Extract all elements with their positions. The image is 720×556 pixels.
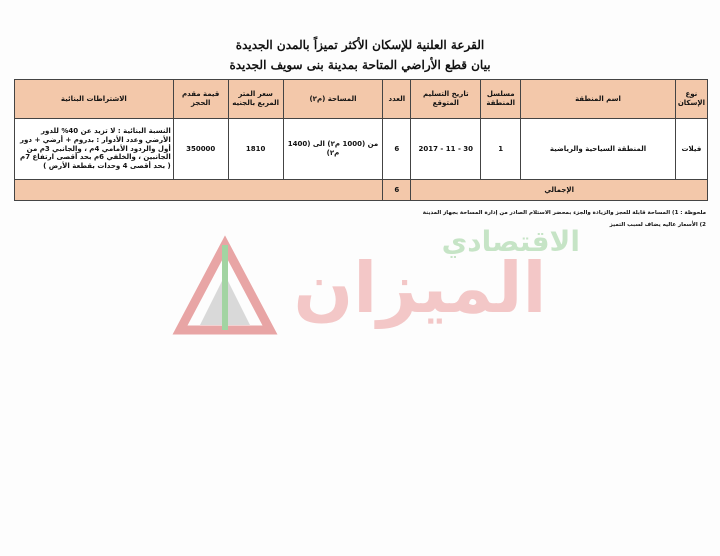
watermark — [170, 225, 580, 345]
total-empty-cell — [15, 180, 383, 201]
total-count: 6 — [383, 180, 411, 201]
cell-zone-serial: 1 — [481, 119, 521, 180]
total-label: الإجمالي — [411, 180, 708, 201]
header-area: المساحة (م٢) — [283, 80, 383, 119]
scale-triangle-logo-icon — [170, 235, 280, 340]
plots-table — [14, 79, 708, 201]
total-row — [15, 180, 708, 201]
cell-area: من (1000 م٢) الى (1400 م٢) — [283, 119, 383, 180]
page-title: القرعة العلنية للإسكان الأكثر تميزاً بالمدن الجديدة — [235, 38, 485, 52]
note-2: 2) الأسعار عاليه يضاف لسبب التميز — [609, 222, 706, 228]
header-housing-type: نوع الإسكان — [675, 80, 707, 119]
page-subtitle: بيان قطع الأراضي المتاحة بمدينة بنى سويف الجديدة — [229, 58, 491, 72]
cell-booking-advance: 350000 — [173, 119, 228, 180]
header-count: العدد — [383, 80, 411, 119]
watermark-large-text: الميزان — [293, 247, 547, 329]
watermark-small-text: الاقتصادي — [441, 225, 580, 258]
table-row — [15, 119, 708, 180]
table-header-row — [15, 80, 708, 119]
header-zone-name: اسم المنطقة — [521, 80, 676, 119]
cell-count: 6 — [383, 119, 411, 180]
header-booking-advance: قيمة مقدم الحجز — [173, 80, 228, 119]
header-building-requirements: الاشتراطات البنائية — [15, 80, 174, 119]
header-price-per-meter: سعر المتر المربع بالجنيه — [228, 80, 283, 119]
header-zone-serial: مسلسل المنطقة — [481, 80, 521, 119]
cell-delivery-date: 30 - 11 - 2017 — [411, 119, 481, 180]
cell-building-requirements: النسبة البنائية : لا تزيد عن 40% للدور الأرضي وعدد الأدوار : بدروم + أرضي + دور أول والردود الأمامي 4م ، والجانبي 3م من الجانبين ، والخلفي 6م بحد أقصى ارتفاع 7م ( بحد أقصى 4 وحدات بقطعة الأرض ) — [15, 119, 174, 180]
cell-zone-name: المنطقة السياحية والرياضية — [521, 119, 676, 180]
cell-housing-type: فيلات — [675, 119, 707, 180]
header-delivery-date: تاريخ التسليم المتوقع — [411, 80, 481, 119]
cell-price-per-meter: 1810 — [228, 119, 283, 180]
note-1: ملحوظة : 1) المساحة قابلة للعجز والزيادة والجزء بمحضر الاستلام الصادر من إدارة المساحة بجهاز المدينة — [422, 210, 706, 216]
